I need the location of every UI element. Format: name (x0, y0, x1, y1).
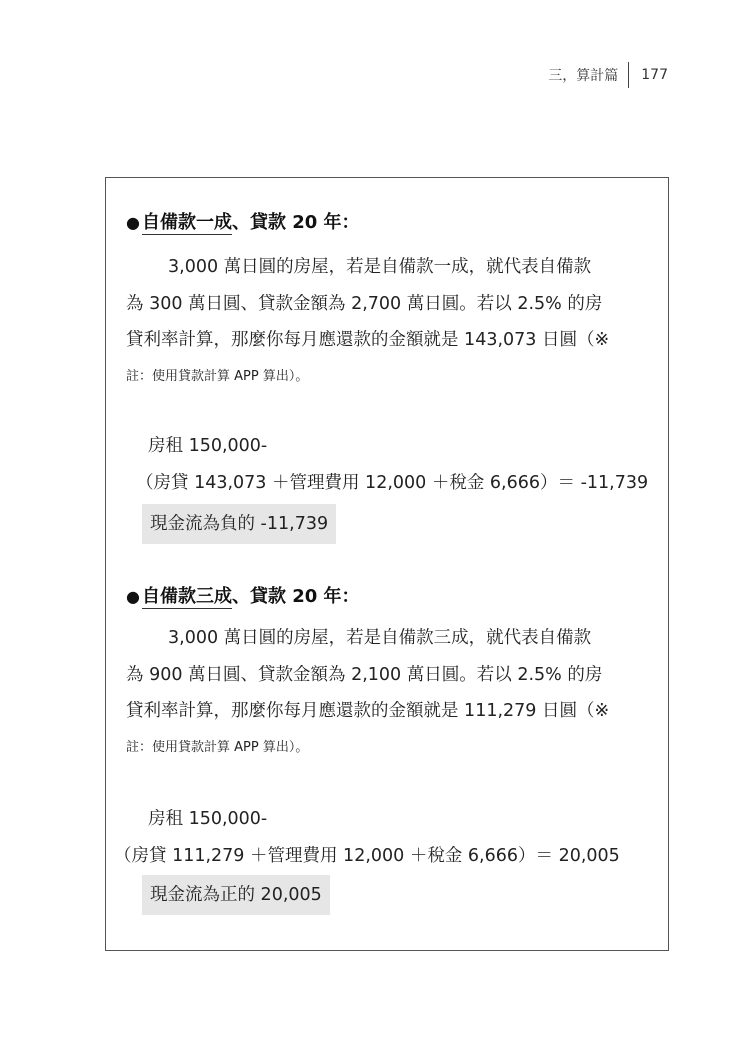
block-heading (126, 582, 360, 608)
result-highlight: 現金流為正的 20,005 (142, 875, 330, 915)
rent-line: 房租 150,000- (148, 436, 268, 456)
bullet-icon: ● (126, 213, 140, 232)
paragraph-line: 貸利率計算，那麼你每月應還款的金額就是 143,073 日圓（※ (126, 330, 610, 350)
paragraph-line: 3,000 萬日圓的房屋，若是自備款三成，就代表自備款 (168, 628, 592, 648)
section-title: 三，算計篇 (548, 68, 619, 84)
calculation-line: （房貸 143,073 ＋管理費用 12,000 ＋稅金 6,666）＝ -11,739 (136, 473, 649, 493)
paragraph-note: 註：使用貸款計算 APP 算出）。 (126, 739, 309, 755)
paragraph (126, 620, 652, 766)
paragraph-line: 為 300 萬日圓、貸款金額為 2,700 萬日圓。若以 2.5% 的房 (126, 293, 603, 314)
calculation-line: （房貸 111,279 ＋管理費用 12,000 ＋稅金 6,666）＝ 20,005 (114, 846, 620, 866)
example-box (105, 177, 669, 951)
block-heading (126, 208, 360, 234)
paragraph (126, 249, 652, 395)
rent-line: 房租 150,000- (148, 809, 268, 829)
heading-underlined: 自備款三成 (141, 586, 232, 607)
paragraph-line: 3,000 萬日圓的房屋，若是自備款一成，就代表自備款 (168, 257, 592, 277)
paragraph-note: 註：使用貸款計算 APP 算出）。 (126, 368, 309, 384)
page-number: 177 (641, 67, 668, 83)
heading-underlined: 自備款一成 (141, 212, 232, 233)
heading-rest: 、貸款 20 年： (231, 586, 360, 607)
paragraph-line: 貸利率計算，那麼你每月應還款的金額就是 111,279 日圓（※ (126, 701, 610, 721)
result-highlight: 現金流為負的 -11,739 (142, 504, 336, 544)
paragraph-line: 為 900 萬日圓、貸款金額為 2,100 萬日圓。若以 2.5% 的房 (126, 664, 603, 685)
running-header (548, 60, 668, 90)
bullet-icon: ● (126, 587, 140, 606)
heading-rest: 、貸款 20 年： (231, 212, 360, 233)
